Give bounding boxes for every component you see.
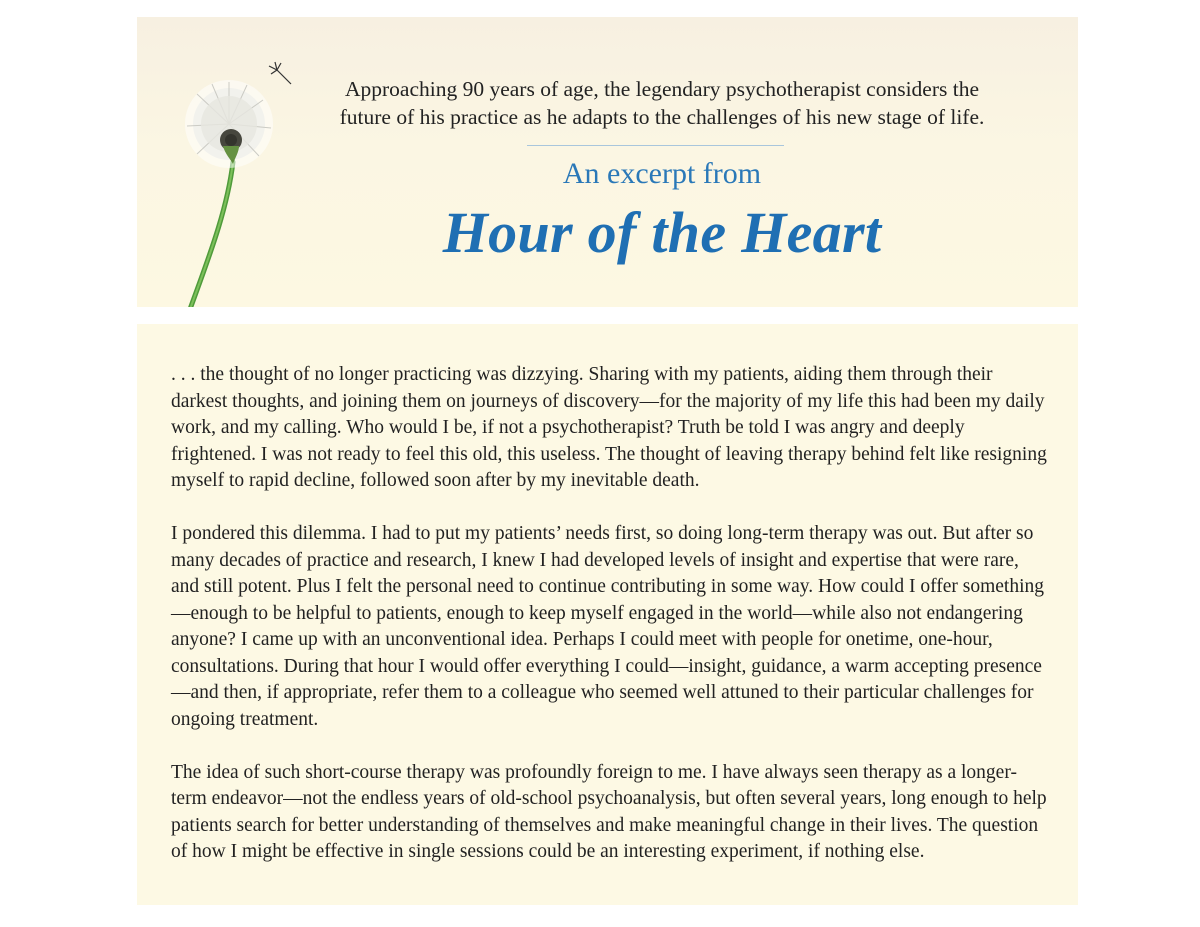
paragraph-2: I pondered this dilemma. I had to put my patients’ needs first, so doing long-term therapy was out. But after so many decades of practice and research, I knew I had developed levels of insight and expertise that were rare, and still potent. Plus I felt the personal need to continue contributing in some way. How could I offer something—enough to be helpful to patients, enough to keep myself engaged in the world—while also not endangering anyone? I came up with an unconventional idea. Perhaps I could meet with people for onetime, one-hour, consultations. During that hour I would offer everything I could—insight, guidance, a warm accepting presence—and then, if appropriate, refer them to a colleague who seemed well attuned to their particular challenges for ongoing treatment. — [171, 523, 1044, 730]
intro-line-2: future of his practice as he adapts to the challenges of his new stage of life. — [339, 105, 985, 129]
excerpt-label: An excerpt from — [562, 157, 762, 190]
dandelion-icon — [167, 42, 297, 307]
header-panel — [137, 17, 1078, 307]
intro-text — [312, 75, 1012, 131]
excerpt-body-panel — [137, 324, 1078, 905]
divider-rule — [527, 145, 784, 146]
paragraph-3: The idea of such short-course therapy was profoundly foreign to me. I have always seen therapy as a longer-term endeavor—not the endless years of old-school psychoanalysis, but often several years, long enough to help patients search for better understanding of themselves and make meaningful change in their lives. The question of how I might be effective in single sessions could be an interesting experiment, if nothing else. — [171, 761, 1047, 862]
paragraph-1: . . . the thought of no longer practicing was dizzying. Sharing with my patients, aiding them through their darkest thoughts, and joining them on journeys of discovery—for the majority of my life this had been my daily work, and my calling. Who would I be, if not a psychotherapist? Truth be told I was angry and deeply frightened. I was not ready to feel this old, this useless. The thought of leaving therapy behind felt like resigning myself to rapid decline, followed soon after by my inevitable death. — [171, 364, 1047, 491]
excerpt-body-text — [171, 362, 1051, 892]
book-title: Hour of the Heart — [442, 200, 882, 265]
intro-line-1: Approaching 90 years of age, the legendary psychotherapist considers the — [344, 77, 980, 101]
